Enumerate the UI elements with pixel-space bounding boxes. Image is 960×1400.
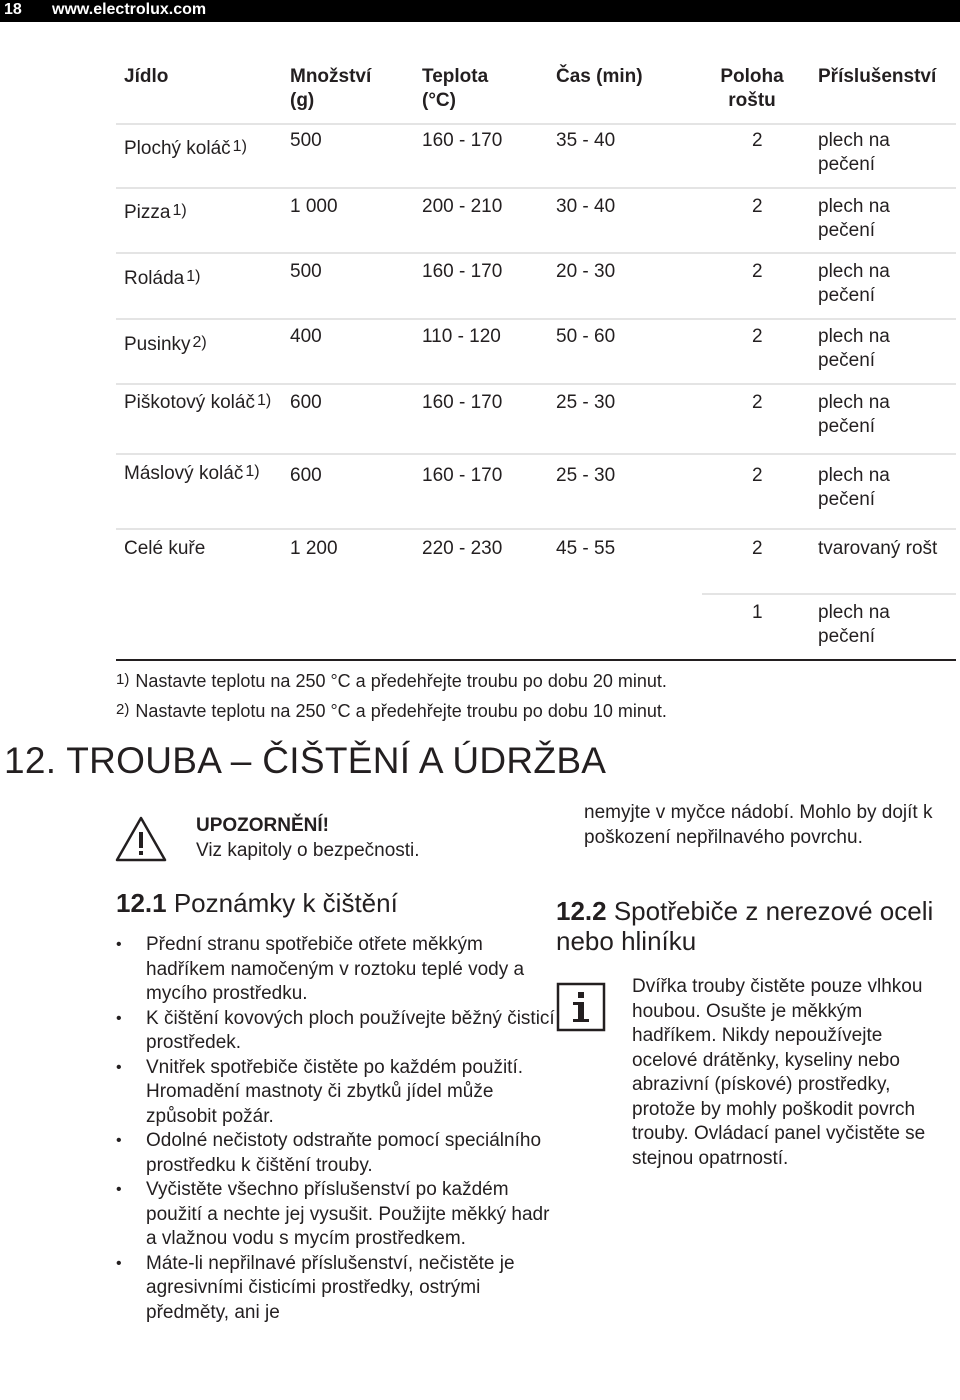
list-item: • Odolné nečistoty odstraňte pomocí speciálního prostředku k čištění trouby. xyxy=(116,1130,542,1176)
table-row-food: Máslový koláč 1) xyxy=(124,463,260,484)
col-header-level: Poloha roštu xyxy=(720,66,784,111)
list-item: • Vyčistěte všechno příslušenství po každém použití a nechte jej vysušit. Použijte měkký hadr a vlažnou vodu s mycím prostředkem. xyxy=(116,1179,550,1249)
col-header-temp: Teplota (°C) xyxy=(422,66,489,111)
table-row-amount: 1 000 xyxy=(290,196,338,217)
table-row-food: Plochý koláč 1) xyxy=(124,138,247,159)
table-row-time: 25 - 30 xyxy=(556,392,616,413)
table-row-amount: 500 xyxy=(290,261,322,282)
warning-text: Viz kapitoly o bezpečnosti. xyxy=(196,840,420,861)
table-row-amount: 500 xyxy=(290,130,322,151)
table-row-food: Pusinky 2) xyxy=(124,334,207,355)
table-row-temp: 220 - 230 xyxy=(422,538,503,559)
table-row-accessory: plech na pečení xyxy=(818,602,890,647)
list-item: • Přední stranu spotřebiče otřete měkkým hadříkem namočeným v roztoku teplé vody a mycího prostředku. xyxy=(116,934,525,1004)
table-row-level: 2 xyxy=(752,392,763,413)
table-row-level: 2 xyxy=(752,326,763,347)
table-row-accessory: tvarovaný rošt xyxy=(818,538,938,559)
table-row-accessory: plech na pečení xyxy=(818,196,890,241)
col-header-accessory: Příslušenství xyxy=(818,66,937,87)
warning-icon xyxy=(114,815,168,863)
table-row-amount: 600 xyxy=(290,465,322,486)
table-row-temp: 160 - 170 xyxy=(422,130,503,151)
baking-table xyxy=(116,56,956,661)
col-header-amount: Množství (g) xyxy=(290,66,372,111)
page-number: 18 xyxy=(4,1,22,18)
table-row-level: 2 xyxy=(752,465,763,486)
info-icon xyxy=(556,982,606,1032)
table-row-food: Piškotový koláč 1) xyxy=(124,392,272,413)
table-row-amount: 400 xyxy=(290,326,322,347)
table-row-time: 25 - 30 xyxy=(556,465,616,486)
cleaning-notes-list xyxy=(116,933,556,1325)
table-row-amount: 1 200 xyxy=(290,538,338,559)
table-row-temp: 200 - 210 xyxy=(422,196,503,217)
table-row-temp: 160 - 170 xyxy=(422,392,503,413)
table-row-level: 2 xyxy=(752,130,763,151)
table-row-level: 2 xyxy=(752,538,763,559)
table-row-amount: 600 xyxy=(290,392,322,413)
table-row-time: 35 - 40 xyxy=(556,130,616,151)
table-row-accessory: plech na pečení xyxy=(818,465,890,510)
site-url: www.electrolux.com xyxy=(52,1,207,18)
info-text: Dvířka trouby čistěte pouze vlhkou houbou. Osušte je měkkým hadříkem. Nikdy nepoužívejte ocelové drátěnky, kyseliny nebo abrazivní (pískové) prostředky, protože by mohly poškodit povrch trouby. Ovládací panel vyčistěte se stejnou opatrností. xyxy=(632,976,926,1169)
col-header-food: Jídlo xyxy=(124,66,169,87)
subsection-title: 12.2 Spotřebiče z nerezové oceli nebo hliníku xyxy=(556,896,934,956)
table-row-level: 2 xyxy=(752,261,763,282)
table-row-accessory: plech na pečení xyxy=(818,326,890,371)
table-row-temp: 160 - 170 xyxy=(422,261,503,282)
table-row-time: 50 - 60 xyxy=(556,326,616,347)
table-row-time: 20 - 30 xyxy=(556,261,616,282)
table-row-temp: 110 - 120 xyxy=(422,326,501,347)
list-item: • Vnitřek spotřebiče čistěte po každém použití. Hromadění mastnoty či zbytků jídel může způsobit požár. xyxy=(116,1056,524,1127)
table-row-food: Pizza 1) xyxy=(124,202,187,223)
footnote: 1) Nastavte teplotu na 250 °C a předehřejte troubu po dobu 20 minut. xyxy=(116,671,667,691)
table-row-accessory: plech na pečení xyxy=(818,392,890,437)
table-row-food: Roláda 1) xyxy=(124,268,201,289)
table-row-level: 2 xyxy=(752,196,763,217)
col-header-time: Čas (min) xyxy=(556,66,643,87)
table-row-temp: 160 - 170 xyxy=(422,465,503,486)
table-row-accessory: plech na pečení xyxy=(818,130,890,175)
table-row-accessory: plech na pečení xyxy=(818,261,890,306)
warning-title: UPOZORNĚNÍ! xyxy=(196,815,329,836)
page-header xyxy=(0,0,960,22)
continued-text: nemyjte v myčce nádobí. Mohlo by dojít k poškození nepřilnavého povrchu. xyxy=(584,802,933,848)
footnote: 2) Nastavte teplotu na 250 °C a předehřejte troubu po dobu 10 minut. xyxy=(116,701,667,721)
subsection-title: 12.1 Poznámky k čištění xyxy=(116,888,398,918)
table-row-food: Celé kuře xyxy=(124,538,206,559)
list-item: • K čištění kovových ploch používejte běžný čisticí prostředek. xyxy=(116,1007,555,1053)
list-item: • Máte-li nepřilnavé příslušenství, nečistěte je agresivními čisticími prostředky, ostrými předměty, ani je xyxy=(116,1252,515,1323)
table-row-level: 1 xyxy=(752,602,763,623)
table-row-time: 45 - 55 xyxy=(556,538,616,559)
section-title: 12. TROUBA – ČIŠTĚNÍ A ÚDRŽBA xyxy=(4,740,607,781)
table-row-time: 30 - 40 xyxy=(556,196,616,217)
